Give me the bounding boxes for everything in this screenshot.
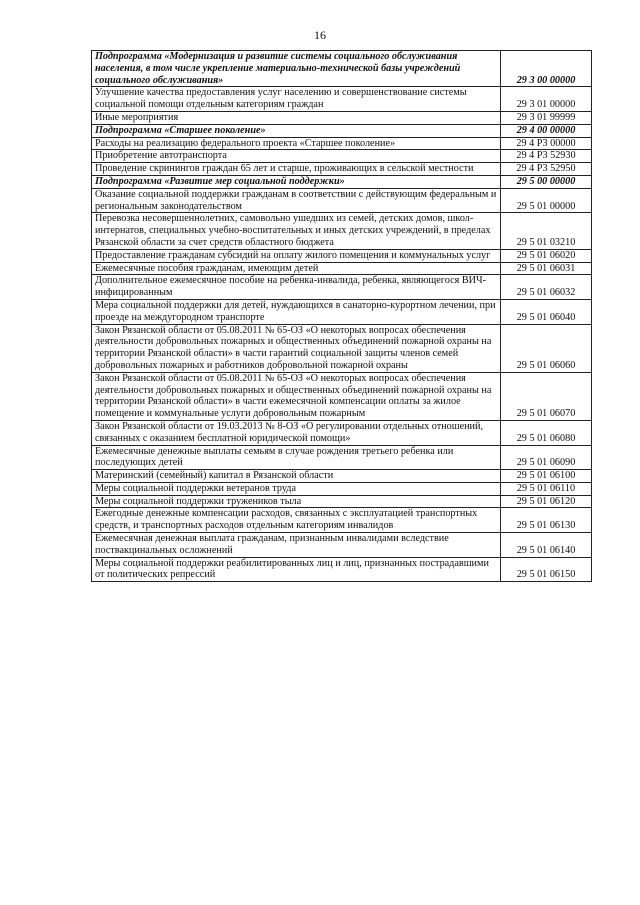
expense-name-cell: Закон Рязанской области от 05.08.2011 № 65-ОЗ «О некоторых вопросах обеспечения деятельности добровольных пожарных и общественных объединений пожарной охраны на территории Рязанской области» в части гарантий социальной защиты членов семей добровольных пожарных и работников добровольной пожарной охраны bbox=[92, 324, 501, 372]
table-row bbox=[92, 495, 592, 508]
expense-name-cell: Иные мероприятия bbox=[92, 111, 501, 124]
expense-name-cell: Мера социальной поддержки для детей, нуждающихся в санаторно-курортном лечении, при проезде на междугородном транспорте bbox=[92, 299, 501, 324]
table-row bbox=[92, 150, 592, 163]
expense-name-cell: Дополнительное ежемесячное пособие на ребенка-инвалида, ребенка, являющегося ВИЧ-инфицированным bbox=[92, 275, 501, 300]
expense-name-cell: Подпрограмма «Развитие мер социальной поддержки» bbox=[92, 175, 501, 188]
target-article-code-cell: 29 5 01 00000 bbox=[501, 188, 592, 213]
expense-name-cell: Меры социальной поддержки тружеников тыла bbox=[92, 495, 501, 508]
target-article-code-cell: 29 5 01 06080 bbox=[501, 420, 592, 445]
expense-name-cell: Перевозка несовершеннолетних, самовольно ушедших из семей, детских домов, школ-интернатов, специальных учебно-воспитательных и иных детских учреждений, в пределах Рязанской области за счет средств областного бюджета bbox=[92, 213, 501, 249]
budget-classification-table bbox=[91, 50, 592, 582]
expense-name-cell: Оказание социальной поддержки гражданам в соответствии с действующим федеральным и региональным законодательством bbox=[92, 188, 501, 213]
target-article-code-cell: 29 5 01 06130 bbox=[501, 508, 592, 533]
expense-name-cell: Ежемесячные пособия гражданам, имеющим детей bbox=[92, 262, 501, 275]
table-row bbox=[92, 420, 592, 445]
expense-name-cell: Подпрограмма «Модернизация и развитие системы социального обслуживания населения, в том числе укрепление материально-технической базы учреждений социального обслуживания» bbox=[92, 51, 501, 87]
table-row bbox=[92, 557, 592, 582]
target-article-code-cell: 29 5 01 06100 bbox=[501, 470, 592, 483]
target-article-code-cell: 29 4 P3 52930 bbox=[501, 150, 592, 163]
expense-name-cell: Подпрограмма «Старшее поколение» bbox=[92, 124, 501, 137]
target-article-code-cell: 29 5 01 06110 bbox=[501, 482, 592, 495]
expense-name-cell: Меры социальной поддержки реабилитированных лиц и лиц, признанных пострадавшими от политических репрессий bbox=[92, 557, 501, 582]
expense-name-cell: Предоставление гражданам субсидий на оплату жилого помещения и коммунальных услуг bbox=[92, 249, 501, 262]
target-article-code-cell: 29 5 01 06060 bbox=[501, 324, 592, 372]
target-article-code-cell: 29 3 01 00000 bbox=[501, 87, 592, 112]
table-row bbox=[92, 213, 592, 249]
table-row bbox=[92, 188, 592, 213]
table-row bbox=[92, 508, 592, 533]
table-row bbox=[92, 111, 592, 124]
target-article-code-cell: 29 4 00 00000 bbox=[501, 124, 592, 137]
expense-name-cell: Расходы на реализацию федерального проекта «Старшее поколение» bbox=[92, 137, 501, 150]
target-article-code-cell: 29 3 01 99999 bbox=[501, 111, 592, 124]
target-article-code-cell: 29 4 P3 52950 bbox=[501, 163, 592, 176]
table-row bbox=[92, 533, 592, 558]
table-row bbox=[92, 275, 592, 300]
target-article-code-cell: 29 4 P3 00000 bbox=[501, 137, 592, 150]
expense-name-cell: Ежемесячная денежная выплата гражданам, признанным инвалидами вследствие поствакцинальных осложнений bbox=[92, 533, 501, 558]
expense-name-cell: Улучшение качества предоставления услуг населению и совершенствование системы социальной помощи отдельным категориям граждан bbox=[92, 87, 501, 112]
target-article-code-cell: 29 5 01 06020 bbox=[501, 249, 592, 262]
table-row bbox=[92, 262, 592, 275]
target-article-code-cell: 29 5 01 06040 bbox=[501, 299, 592, 324]
target-article-code-cell: 29 5 01 06031 bbox=[501, 262, 592, 275]
target-article-code-cell: 29 5 01 06032 bbox=[501, 275, 592, 300]
expense-name-cell: Ежегодные денежные компенсации расходов, связанных с эксплуатацией транспортных средств, и транспортных расходов отдельным категориям инвалидов bbox=[92, 508, 501, 533]
table-row bbox=[92, 372, 592, 420]
table-row bbox=[92, 324, 592, 372]
table-row bbox=[92, 445, 592, 470]
table-row bbox=[92, 299, 592, 324]
target-article-code-cell: 29 5 00 00000 bbox=[501, 175, 592, 188]
target-article-code-cell: 29 5 01 06070 bbox=[501, 372, 592, 420]
expense-name-cell: Меры социальной поддержки ветеранов труда bbox=[92, 482, 501, 495]
expense-name-cell: Проведение скринингов граждан 65 лет и старше, проживающих в сельской местности bbox=[92, 163, 501, 176]
table-row bbox=[92, 482, 592, 495]
target-article-code-cell: 29 5 01 06120 bbox=[501, 495, 592, 508]
table-row bbox=[92, 470, 592, 483]
expense-name-cell: Закон Рязанской области от 19.03.2013 № 8-ОЗ «О регулировании отдельных отношений, связанных с оказанием бесплатной юридической помощи» bbox=[92, 420, 501, 445]
target-article-code-cell: 29 5 01 06140 bbox=[501, 533, 592, 558]
subprogram-row bbox=[92, 124, 592, 137]
table-row bbox=[92, 137, 592, 150]
subprogram-row bbox=[92, 175, 592, 188]
expense-name-cell: Закон Рязанской области от 05.08.2011 № 65-ОЗ «О некоторых вопросах обеспечения деятельности добровольных пожарных и общественных объединений пожарной охраны на территории Рязанской области» в части ежемесячной компенсации оплаты за жилое помещение и коммунальные услуги добровольным пожарным bbox=[92, 372, 501, 420]
expense-name-cell: Ежемесячные денежные выплаты семьям в случае рождения третьего ребенка или последующих детей bbox=[92, 445, 501, 470]
page-number: 16 bbox=[314, 28, 326, 42]
table-row bbox=[92, 87, 592, 112]
table-row bbox=[92, 249, 592, 262]
expense-name-cell: Приобретение автотранспорта bbox=[92, 150, 501, 163]
target-article-code-cell: 29 3 00 00000 bbox=[501, 51, 592, 87]
table-body bbox=[92, 51, 592, 582]
target-article-code-cell: 29 5 01 06150 bbox=[501, 557, 592, 582]
target-article-code-cell: 29 5 01 06090 bbox=[501, 445, 592, 470]
table-row bbox=[92, 163, 592, 176]
subprogram-row bbox=[92, 51, 592, 87]
expense-name-cell: Материнский (семейный) капитал в Рязанской области bbox=[92, 470, 501, 483]
target-article-code-cell: 29 5 01 03210 bbox=[501, 213, 592, 249]
